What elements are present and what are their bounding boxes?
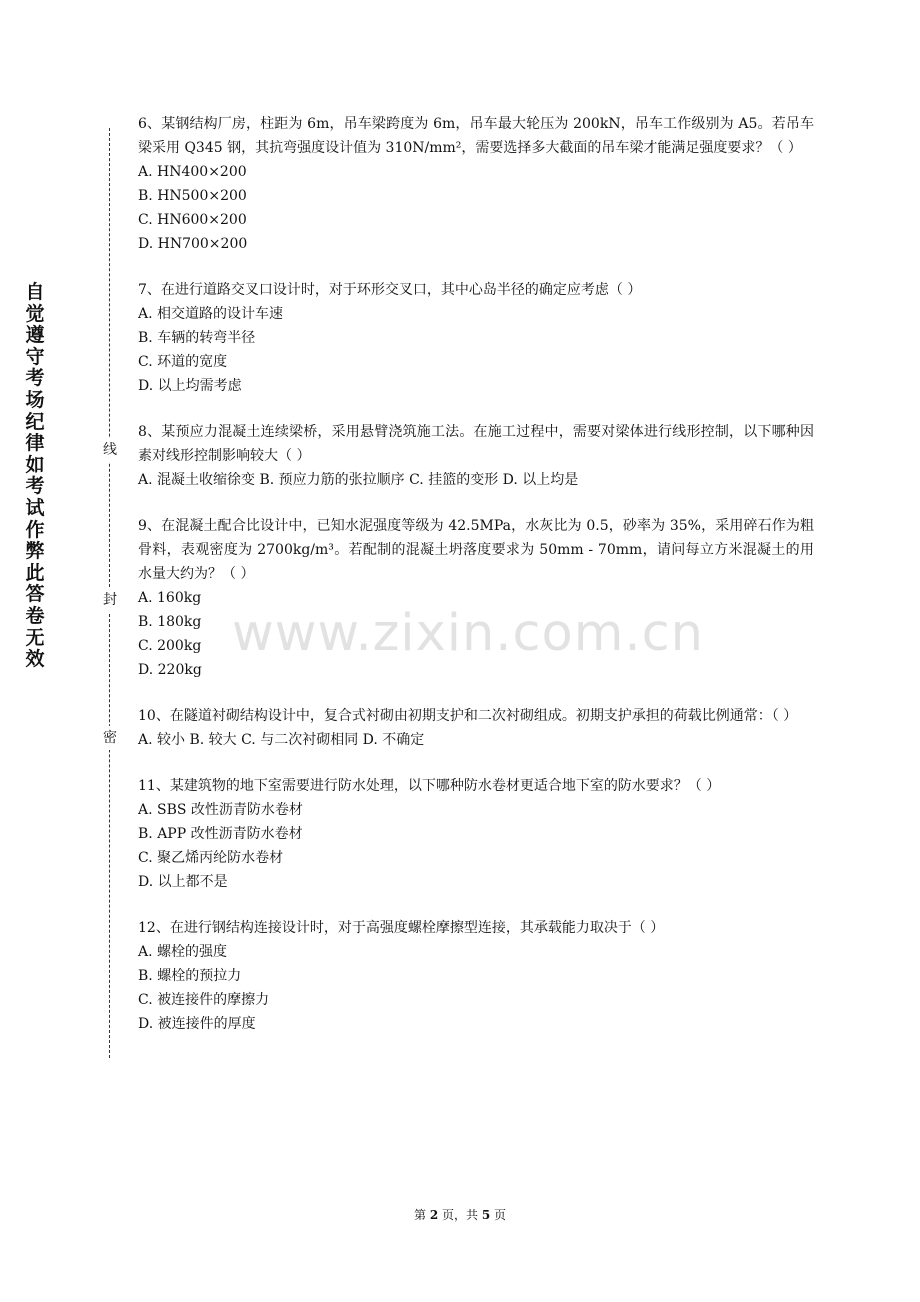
option-c[interactable]: C. 200kg [138,638,202,654]
question-10 [138,704,814,752]
option-d[interactable]: D. 以上均需考虑 [138,378,242,394]
inline-options[interactable]: A. 混凝土收缩徐变 B. 预应力筋的张拉顺序 C. 挂篮的变形 D. 以上均是 [138,472,579,488]
option-d[interactable]: D. 以上都不是 [138,874,228,890]
question-9 [138,514,814,682]
option-a[interactable]: A. 螺栓的强度 [138,944,228,960]
question-stem: 9、在混凝土配合比设计中，已知水泥强度等级为 42.5MPa，水灰比为 0.5，砂率为 35%，采用碎石作为粗骨料，表观密度为 2700kg/m³。若配制的混凝土坍落度要求为 50mm - 70mm，请问每立方米混凝土的用水量大约为？（ ） [138,518,814,582]
option-c[interactable]: C. 聚乙烯丙纶防水卷材 [138,850,284,866]
option-a[interactable]: A. SBS 改性沥青防水卷材 [138,802,303,818]
seal-mark-line: 线 [101,438,119,462]
footer-middle: 页，共 [438,1208,482,1222]
question-12 [138,916,814,1036]
question-8 [138,420,814,492]
option-a[interactable]: A. 相交道路的设计车速 [138,306,284,322]
question-stem: 6、某钢结构厂房，柱距为 6m，吊车梁跨度为 6m，吊车最大轮压为 200kN，吊车工作级别为 A5。若吊车梁采用 Q345 钢，其抗弯强度设计值为 310N/mm²，需要选择多大截面的吊车梁才能满足强度要求？（ ） [138,116,814,156]
option-d[interactable]: D. 被连接件的厚度 [138,1016,256,1032]
option-b[interactable]: B. 车辆的转弯半径 [138,330,256,346]
seal-mark-seal: 封 [101,588,119,612]
option-b[interactable]: B. APP 改性沥青防水卷材 [138,826,303,842]
question-stem: 8、某预应力混凝土连续梁桥，采用悬臂浇筑施工法。在施工过程中，需要对梁体进行线形控制，以下哪种因素对线形控制影响较大（ ） [138,424,814,464]
option-b[interactable]: B. HN500×200 [138,188,247,204]
option-a[interactable]: A. HN400×200 [138,164,247,180]
question-7 [138,278,814,398]
option-c[interactable]: C. HN600×200 [138,212,247,228]
current-page-number: 2 [429,1208,439,1222]
footer-prefix: 第 [413,1208,430,1222]
exam-discipline-warning: 自觉遵守考场纪律如考试作弊此答卷无效 [25,281,45,671]
watermark: www.zixin.com.cn [232,604,704,663]
inline-options[interactable]: A. 较小 B. 较大 C. 与二次衬砌相同 D. 不确定 [138,732,425,748]
option-c[interactable]: C. 环道的宽度 [138,354,228,370]
question-stem: 7、在进行道路交叉口设计时，对于环形交叉口，其中心岛半径的确定应考虑（ ） [138,282,642,298]
option-b[interactable]: B. 180kg [138,614,202,630]
option-a[interactable]: A. 160kg [138,590,202,606]
question-6 [138,112,814,256]
page-footer [0,1207,920,1223]
option-b[interactable]: B. 螺栓的预拉力 [138,968,242,984]
question-stem: 12、在进行钢结构连接设计时，对于高强度螺栓摩擦型连接，其承载能力取决于（ ） [138,920,665,936]
question-stem: 11、某建筑物的地下室需要进行防水处理，以下哪种防水卷材更适合地下室的防水要求？（ ） [138,778,721,794]
option-c[interactable]: C. 被连接件的摩擦力 [138,992,270,1008]
footer-suffix: 页 [490,1208,506,1222]
question-list [138,112,814,1058]
question-11 [138,774,814,894]
total-page-number: 5 [481,1208,491,1222]
question-stem: 10、在隧道衬砌结构设计中，复合式衬砌由初期支护和二次衬砌组成。初期支护承担的荷载比例通常：（ ） [138,708,798,724]
option-d[interactable]: D. HN700×200 [138,236,248,252]
option-d[interactable]: D. 220kg [138,662,202,678]
seal-mark-secret: 密 [101,726,119,750]
